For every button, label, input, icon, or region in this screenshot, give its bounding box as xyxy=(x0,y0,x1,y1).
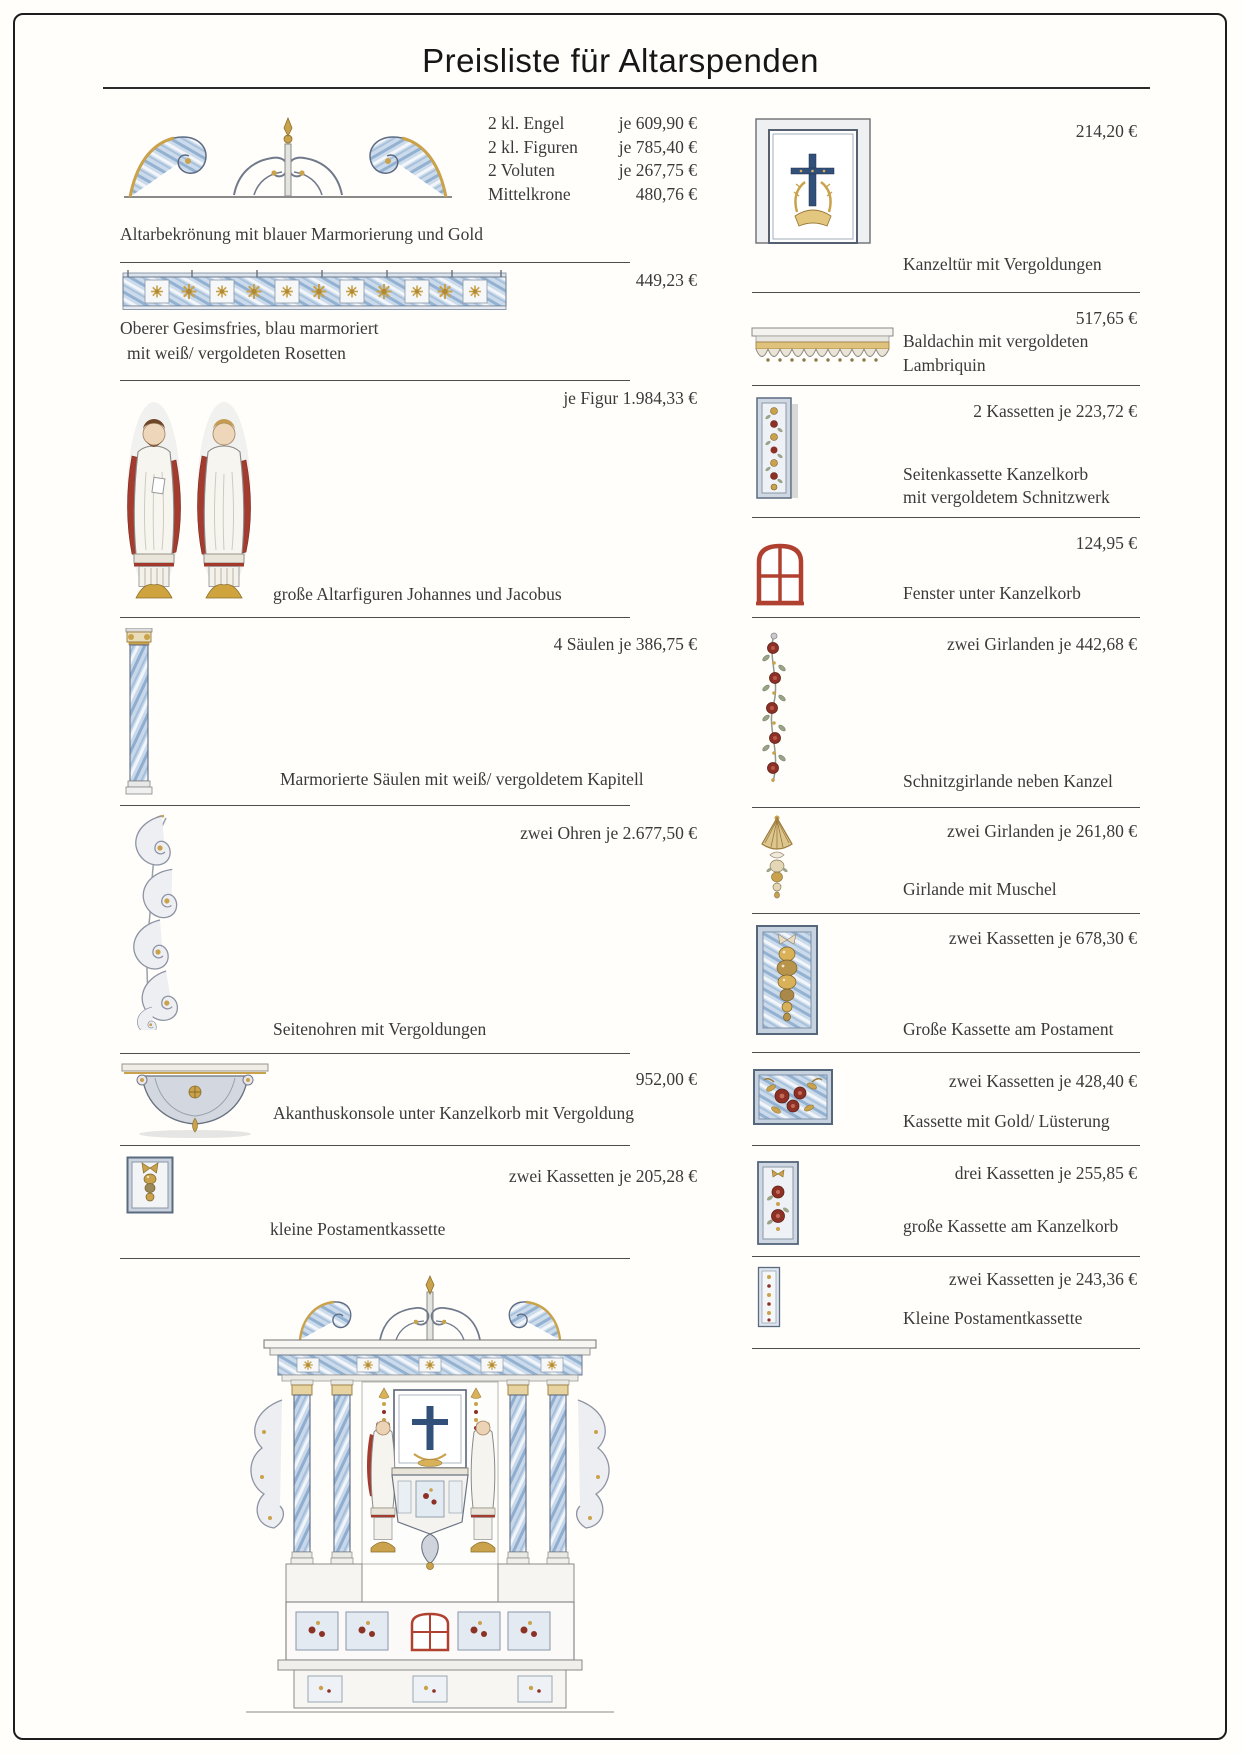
separator-line xyxy=(752,1145,1140,1146)
item-price: zwei Ohren je 2.677,50 € xyxy=(520,823,697,843)
item-price: 2 Kassetten je 223,72 € xyxy=(973,401,1137,421)
side-cassette-illustration xyxy=(755,396,800,501)
price-label: 2 kl. Engel xyxy=(488,113,565,133)
price-value: 480,76 € xyxy=(635,183,697,204)
side-ear-ornament-illustration xyxy=(114,812,189,1030)
complete-altar-illustration xyxy=(238,1272,622,1716)
item-price: 124,95 € xyxy=(1075,533,1137,553)
carved-garland-illustration xyxy=(757,630,791,788)
price-label: Mittelkrone xyxy=(488,183,571,204)
separator-line xyxy=(120,262,630,263)
item-caption: Kleine Postamentkassette xyxy=(903,1308,1083,1328)
item-caption: Baldachin mit vergoldeten xyxy=(903,331,1089,351)
page-title: Preisliste für Altarspenden xyxy=(422,42,819,79)
small-cassette-illustration xyxy=(126,1156,174,1214)
item-caption: Große Kassette am Postament xyxy=(903,1019,1114,1039)
altar-figures-illustration xyxy=(120,394,260,602)
item-price: 517,65 € xyxy=(1075,308,1137,328)
item-price: zwei Kassetten je 243,36 € xyxy=(948,1269,1137,1289)
price-row xyxy=(488,183,697,207)
separator-line xyxy=(752,913,1140,914)
separator-line xyxy=(120,805,630,806)
price-value: je 785,40 € xyxy=(618,136,697,157)
item-caption: Akanthuskonsole unter Kanzelkorb mit Vergoldung xyxy=(273,1103,634,1123)
item-price: zwei Kassetten je 678,30 € xyxy=(948,928,1137,948)
separator-line xyxy=(752,385,1140,386)
item-caption: Seitenkassette Kanzelkorb xyxy=(903,464,1089,484)
shell-garland-illustration xyxy=(752,814,802,904)
item-caption: Fenster unter Kanzelkorb xyxy=(903,583,1081,603)
separator-line xyxy=(752,617,1140,618)
separator-line xyxy=(752,292,1140,293)
price-label: 2 Voluten xyxy=(488,160,555,180)
small-pedestal-cassette-illustration xyxy=(757,1266,781,1328)
window-illustration xyxy=(754,540,806,606)
separator-line xyxy=(752,1256,1140,1257)
item-price: 449,23 € xyxy=(635,270,697,290)
item-caption: Kassette mit Gold/ Lüsterung xyxy=(903,1111,1110,1131)
item-caption: große Altarfiguren Johannes und Jacobus xyxy=(273,584,562,604)
crown-price-table xyxy=(488,112,697,206)
item-caption: Girlande mit Muschel xyxy=(903,879,1057,899)
item-caption: mit vergoldetem Schnitzwerk xyxy=(903,487,1110,507)
item-caption: Lambriquin xyxy=(903,355,986,375)
marbled-column-illustration xyxy=(122,628,156,798)
item-caption: Schnitzgirlande neben Kanzel xyxy=(903,771,1113,791)
separator-line xyxy=(752,1348,1140,1349)
item-caption: große Kassette am Kanzelkorb xyxy=(903,1216,1119,1236)
baldachin-illustration xyxy=(750,326,895,381)
price-label: 2 kl. Figuren xyxy=(488,136,578,157)
item-price: zwei Kassetten je 428,40 € xyxy=(948,1071,1137,1091)
price-row xyxy=(488,136,697,160)
altar-crown-illustration xyxy=(122,106,454,206)
price-value: je 267,75 € xyxy=(618,160,697,180)
item-price: drei Kassetten je 255,85 € xyxy=(954,1163,1137,1183)
item-price: je Figur 1.984,33 € xyxy=(563,388,697,408)
separator-line xyxy=(752,517,1140,518)
item-caption: kleine Postamentkassette xyxy=(270,1219,446,1239)
price-row xyxy=(488,112,697,136)
item-caption: Kanzeltür mit Vergoldungen xyxy=(903,254,1102,274)
gold-luster-cassette-illustration xyxy=(752,1068,834,1126)
price-row xyxy=(488,159,697,183)
large-cassette-illustration xyxy=(755,924,819,1036)
pulpit-cassette-illustration xyxy=(756,1160,800,1246)
item-caption: Altarbekrönung mit blauer Marmorierung und Gold xyxy=(120,224,484,244)
pulpit-door-illustration xyxy=(753,116,873,246)
item-price: zwei Girlanden je 442,68 € xyxy=(946,634,1137,654)
item-price: 952,00 € xyxy=(635,1069,697,1089)
title-underline xyxy=(103,87,1150,89)
separator-line xyxy=(120,617,630,618)
item-caption: Marmorierte Säulen mit weiß/ vergoldetem Kapitell xyxy=(280,769,644,789)
item-price: zwei Kassetten je 205,28 € xyxy=(508,1166,697,1186)
item-caption: Seitenohren mit Vergoldungen xyxy=(273,1019,487,1039)
item-price: zwei Girlanden je 261,80 € xyxy=(946,821,1137,841)
item-price: 214,20 € xyxy=(1075,121,1137,141)
separator-line xyxy=(120,380,630,381)
separator-line xyxy=(752,1052,1140,1053)
item-caption: Oberer Gesimsfries, blau marmoriert xyxy=(120,318,379,338)
item-caption: mit weiß/ vergoldeten Rosetten xyxy=(127,343,346,363)
separator-line xyxy=(120,1145,630,1146)
acanthus-console-illustration xyxy=(120,1060,270,1140)
price-value: je 609,90 € xyxy=(618,113,697,133)
separator-line xyxy=(752,807,1140,808)
separator-line xyxy=(120,1053,630,1054)
item-price: 4 Säulen je 386,75 € xyxy=(553,634,697,654)
separator-line xyxy=(120,1258,630,1259)
